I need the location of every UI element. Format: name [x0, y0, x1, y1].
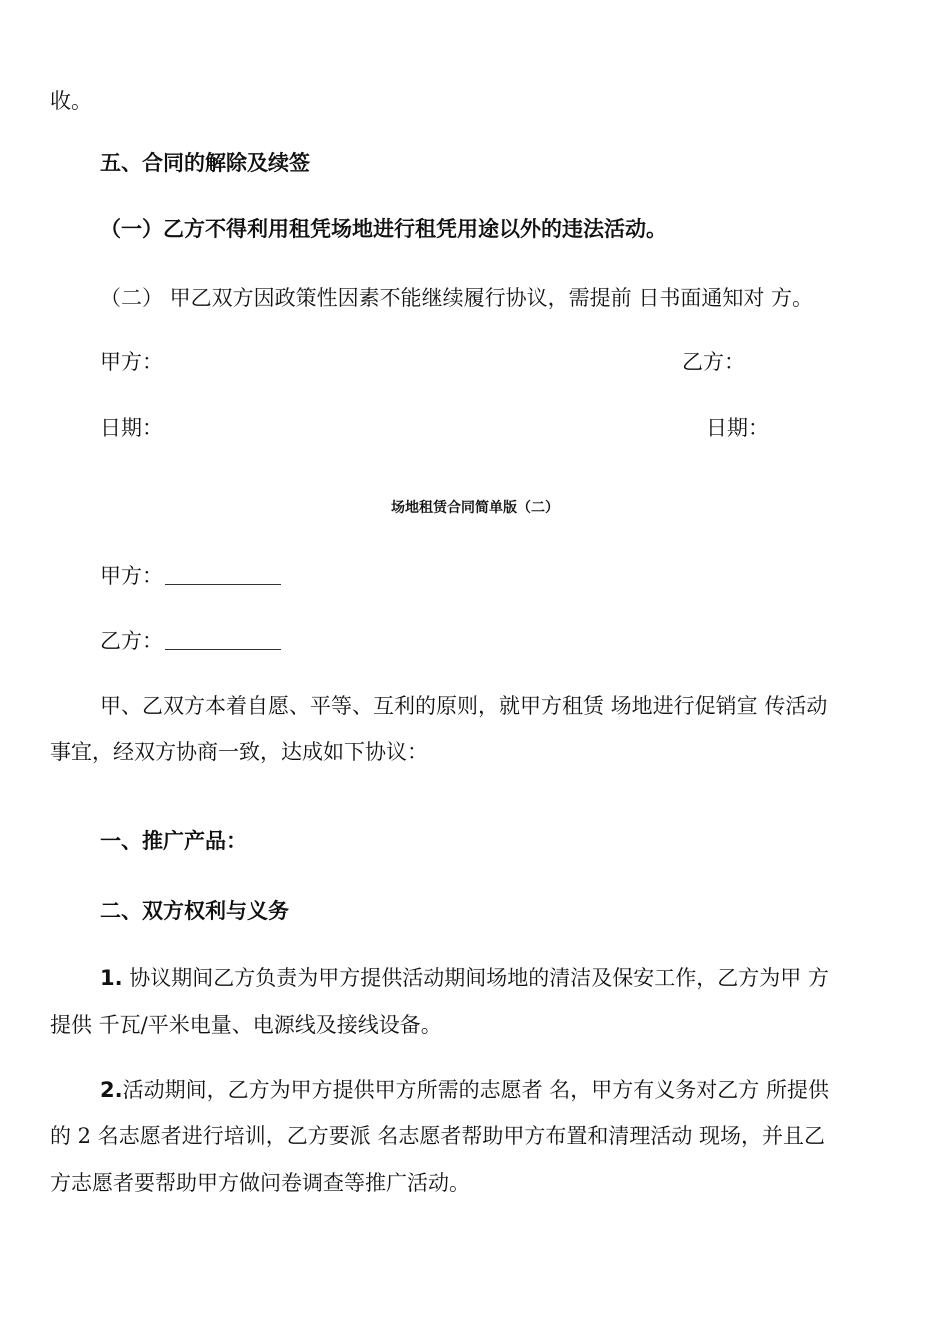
item-1-line-2: 提供 千瓦/平米电量、电源线及接线设备。 — [50, 1013, 442, 1037]
party-b-blank-line — [165, 631, 281, 650]
intro-line-2: 事宜，经双方协商一致，达成如下协议： — [50, 740, 428, 764]
party-b-label: 乙方： — [682, 350, 745, 374]
contract-title: 场地租赁合同简单版（二） — [391, 500, 559, 516]
item-1-text: 协议期间乙方负责为甲方提供活动期间场地的清洁及保安工作，乙方为甲 方 — [122, 966, 829, 990]
section-heading-2: 二、双方权利与义务 — [100, 899, 289, 923]
party-a-blank-line — [165, 566, 281, 585]
contract-party-a — [100, 563, 281, 589]
section-heading-1: 一、推广产品： — [100, 829, 247, 853]
item-2-text: 活动期间，乙方为甲方提供甲方所需的志愿者 名，甲方有义务对乙方 所提供 — [122, 1078, 829, 1102]
intro-line-1: 甲、乙双方本着自愿、平等、互利的原则，就甲方租赁 场地进行促销宣 传活动 — [100, 694, 828, 718]
party-b-label: 乙方： — [100, 629, 163, 653]
party-a-label: 甲方： — [100, 350, 163, 374]
item-2-line-2: 的 2 名志愿者进行培训，乙方要派 名志愿者帮助甲方布置和清理活动 现场，并且乙 — [50, 1124, 826, 1148]
party-a-label: 甲方： — [100, 564, 163, 588]
item-2-line-3: 方志愿者要帮助甲方做问卷调查等推广活动。 — [50, 1171, 470, 1195]
clause-5-2: （二） 甲乙双方因政策性因素不能继续履行协议，需提前 日书面通知对 方。 — [100, 286, 814, 310]
text-line: 收。 — [50, 89, 92, 113]
item-1-line-1 — [100, 965, 829, 991]
item-1-number: 1. — [100, 966, 123, 990]
date-b-label: 日期： — [706, 416, 769, 440]
section-heading-5: 五、合同的解除及续签 — [100, 151, 310, 175]
contract-party-b — [100, 628, 281, 654]
item-2-line-1 — [100, 1077, 829, 1103]
item-2-number: 2. — [100, 1078, 123, 1102]
clause-5-1: （一）乙方不得利用租凭场地进行租凭用途以外的违法活动。 — [100, 217, 667, 241]
date-a-label: 日期： — [100, 416, 163, 440]
